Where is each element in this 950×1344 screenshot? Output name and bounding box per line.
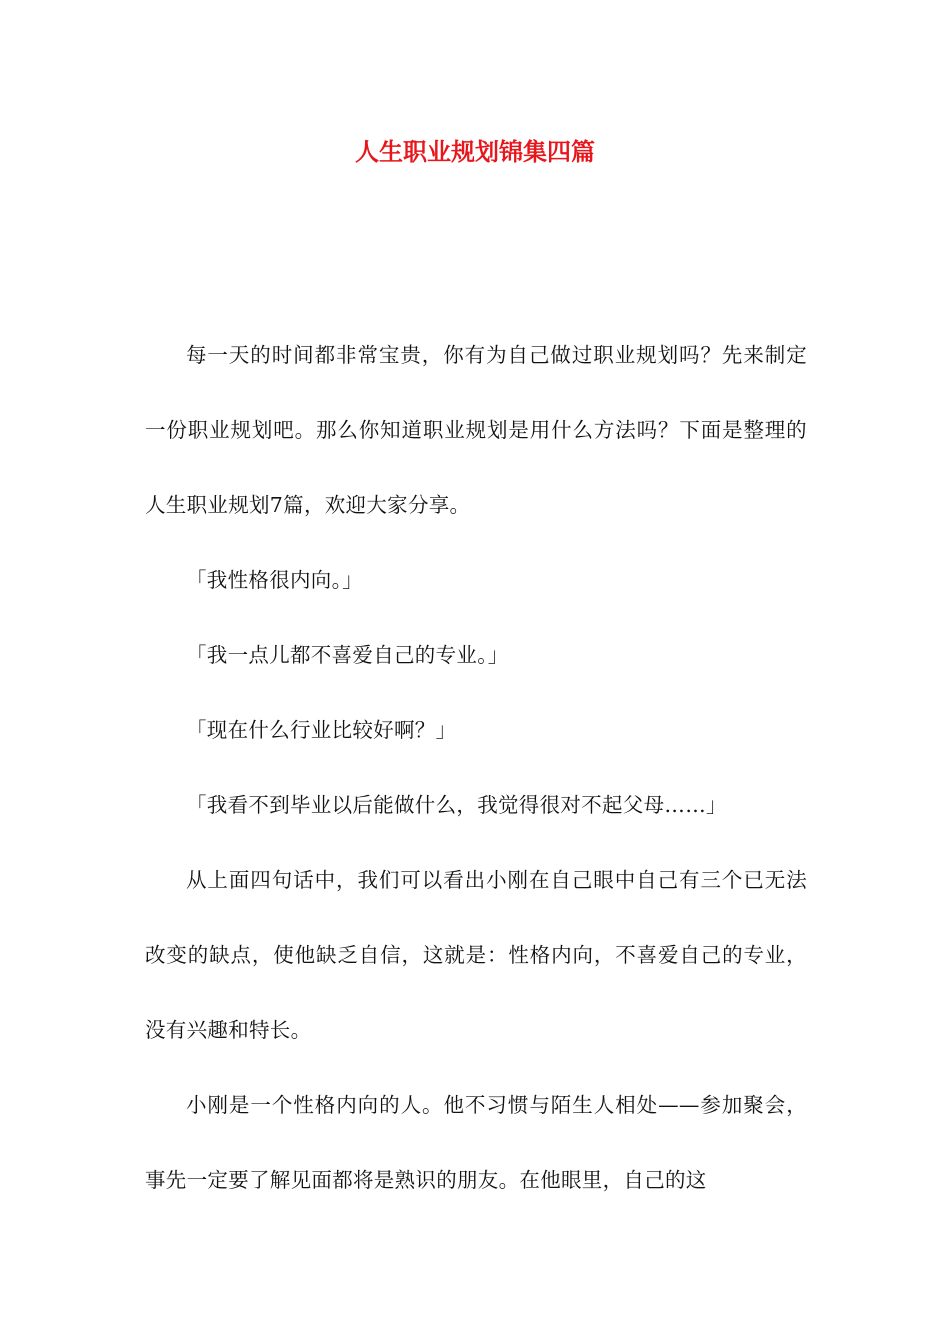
paragraph-personality: 小刚是一个性格内向的人。他不习惯与陌生人相处——参加聚会，事先一定要了解见面都将是熟识的朋友。在他眼里，自己的这 [145,1093,807,1192]
document-body [145,318,807,1218]
paragraph-quote-4: 「我看不到毕业以后能做什么，我觉得很对不起父母……」 [186,793,727,817]
document-title: 人生职业规划锦集四篇 [355,137,595,166]
paragraph-quote-2: 「我一点儿都不喜爱自己的专业。」 [186,643,509,667]
paragraph-analysis: 从上面四句话中，我们可以看出小刚在自己眼中自己有三个已无法改变的缺点，使他缺乏自信，这就是：性格内向，不喜爱自己的专业，没有兴趣和特长。 [145,868,807,1042]
paragraph-intro: 每一天的时间都非常宝贵，你有为自己做过职业规划吗？先来制定一份职业规划吧。那么你知道职业规划是用什么方法吗？下面是整理的人生职业规划7篇，欢迎大家分享。 [145,343,807,517]
paragraph-quote-3: 「现在什么行业比较好啊？」 [186,718,457,742]
paragraph-quote-1: 「我性格很内向。」 [186,568,363,592]
